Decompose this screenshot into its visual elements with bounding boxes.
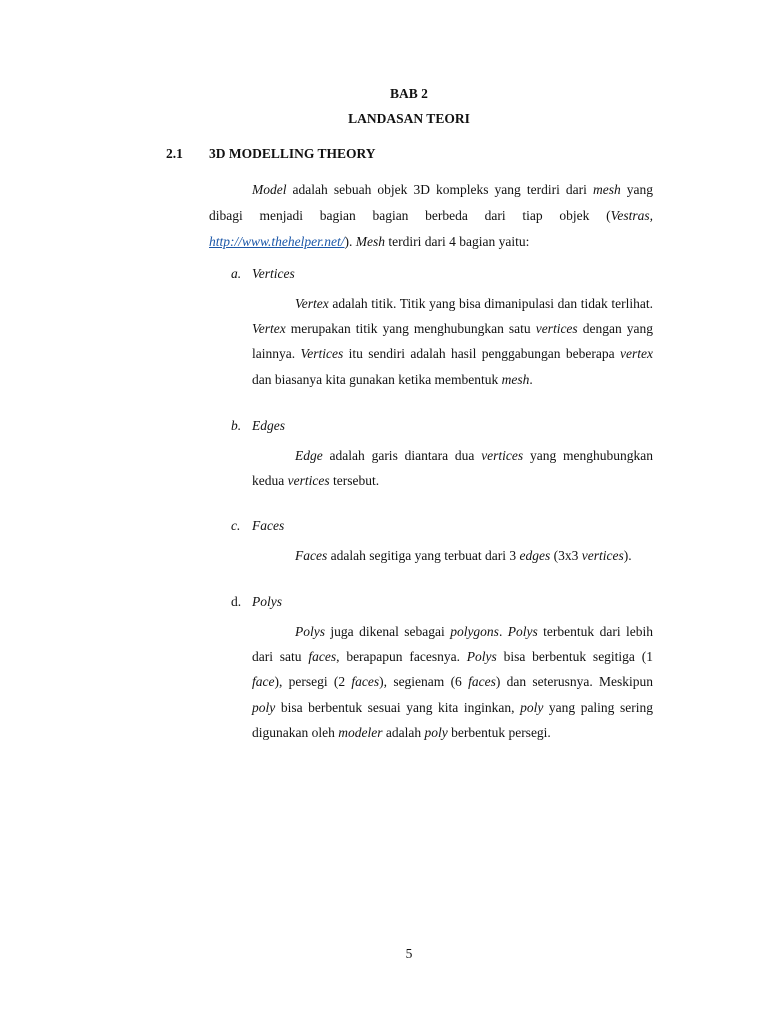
italic-term: Polys	[466, 649, 497, 665]
intro-text-4: terdiri dari 4 bagian yaitu:	[385, 234, 530, 249]
body-text: adalah garis diantara dua	[322, 448, 482, 463]
list-item-body	[252, 443, 653, 493]
list-term: Edges	[252, 418, 285, 433]
body-text: adalah	[382, 724, 425, 740]
italic-term: Edge	[295, 448, 323, 463]
italic-term: vertices	[535, 321, 578, 337]
italic-term: Faces	[295, 548, 328, 563]
list-item-polys	[231, 594, 653, 745]
term-mesh: mesh	[592, 182, 621, 197]
list-marker: c.	[231, 518, 241, 533]
italic-term: poly	[252, 699, 276, 715]
list-item-vertices	[231, 266, 653, 392]
list-marker: a.	[231, 266, 242, 281]
italic-term: faces	[351, 674, 380, 690]
section-title: 3D MODELLING THEORY	[209, 146, 376, 161]
body-text: juga dikenal sebagai	[325, 624, 451, 639]
list-item-body	[252, 619, 653, 745]
italic-term: vertices	[287, 473, 330, 489]
list-term: Vertices	[252, 266, 295, 281]
list-item-body	[252, 291, 653, 392]
intro-paragraph	[209, 177, 653, 255]
body-text: (3x3	[550, 548, 582, 563]
italic-term: Polys	[507, 624, 538, 639]
body-text: adalah titik. Titik yang bisa dimanipulasi dan tidak terlihat.	[328, 296, 653, 311]
body-text: adalah segitiga yang terbuat dari 3	[327, 548, 520, 563]
italic-term: faces	[308, 649, 337, 665]
italic-term: faces	[468, 674, 496, 690]
body-text: merupakan titik yang menghubungkan satu	[285, 321, 536, 337]
list-marker: b.	[231, 418, 242, 433]
italic-term: edges	[519, 548, 551, 563]
body-text: ), persegi (2	[274, 674, 352, 690]
intro-text-3: ).	[344, 234, 356, 249]
italic-term: poly	[520, 699, 544, 715]
italic-term: mesh	[501, 371, 530, 387]
list-item-edges	[231, 418, 653, 493]
italic-term: vertices	[581, 548, 624, 563]
intro-text-2: yang dibagi menjadi bagian bagian berbeda dari tiap objek (	[209, 182, 654, 223]
body-text: terbentuk dari lebih dari satu	[252, 624, 654, 665]
body-text: bisa berbentuk segitiga (1	[496, 649, 653, 665]
list-term: Polys	[252, 594, 282, 609]
italic-term: modeler	[338, 724, 383, 740]
list-item-faces	[231, 518, 653, 568]
term-mesh-2: Mesh	[355, 234, 385, 249]
body-text: .	[498, 624, 508, 639]
italic-term: Vertices	[300, 346, 344, 362]
chapter-title: LANDASAN TEORI	[348, 111, 470, 126]
body-text: .	[529, 371, 533, 387]
citation-author: Vestras,	[610, 208, 653, 223]
body-text: dengan yang lainnya.	[252, 321, 653, 362]
body-text: dan biasanya kita gunakan ketika membentuk	[252, 371, 502, 387]
body-text: ).	[623, 548, 632, 563]
intro-text-1: adalah sebuah objek 3D kompleks yang terdiri dari	[286, 182, 593, 197]
page-number: 5	[405, 946, 413, 961]
section-number: 2.1	[166, 146, 183, 161]
chapter-label: BAB 2	[390, 86, 428, 101]
italic-term: Vertex	[252, 321, 286, 337]
body-text: , berapapun facesnya.	[336, 649, 467, 665]
body-text: yang paling sering digunakan oleh	[252, 699, 653, 740]
body-text: tersebut.	[329, 473, 380, 489]
italic-term: vertex	[620, 346, 653, 362]
italic-term: face	[252, 674, 275, 690]
term-model: Model	[252, 182, 287, 197]
list-item-body	[252, 543, 653, 568]
italic-term: Polys	[295, 624, 325, 639]
list-term: Faces	[252, 518, 285, 533]
italic-term: vertices	[481, 448, 524, 463]
body-text: yang menghubungkan kedua	[252, 448, 653, 489]
list-marker: d.	[231, 594, 242, 609]
body-text: ) dan seterusnya. Meskipun	[495, 674, 653, 690]
italic-term: Vertex	[295, 296, 329, 311]
italic-term: poly	[424, 724, 448, 740]
body-text: berbentuk persegi.	[447, 724, 551, 740]
citation-link[interactable]: http://www.thehelper.net/	[209, 234, 345, 249]
italic-term: polygons	[450, 624, 499, 639]
body-text: itu sendiri adalah hasil penggabungan beberapa	[343, 346, 620, 362]
body-text: bisa berbentuk sesuai yang kita inginkan,	[275, 699, 521, 715]
body-text: ), segienam (6	[379, 674, 469, 690]
